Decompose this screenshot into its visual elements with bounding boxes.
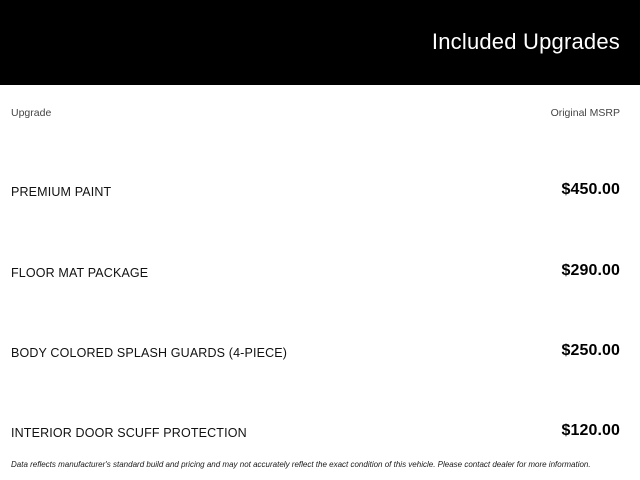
- upgrades-list: [0, 125, 640, 446]
- upgrade-name: FLOOR MAT PACKAGE: [11, 265, 149, 280]
- table-header-row: [0, 85, 640, 125]
- header-bar: [0, 0, 640, 85]
- upgrade-name: INTERIOR DOOR SCUFF PROTECTION: [11, 426, 247, 441]
- disclaimer-text: Data reflects manufacturer's standard build and pricing and may not accurately reflect the exact condition of this vehicle. Please contact dealer for more information.: [11, 460, 591, 470]
- upgrade-name: PREMIUM PAINT: [11, 185, 112, 200]
- page-title: Included Upgrades: [431, 28, 620, 54]
- column-header-msrp: Original MSRP: [550, 107, 620, 119]
- upgrade-price: $290.00: [561, 261, 620, 279]
- table-row: [0, 286, 640, 366]
- column-header-upgrade: Upgrade: [11, 107, 52, 119]
- table-row: [0, 125, 640, 205]
- table-row: [0, 205, 640, 285]
- upgrade-price: $250.00: [561, 342, 620, 360]
- upgrade-name: BODY COLORED SPLASH GUARDS (4-PIECE): [11, 346, 288, 361]
- table-row: [0, 366, 640, 446]
- upgrade-price: $450.00: [561, 181, 620, 199]
- upgrade-price: $120.00: [561, 422, 620, 440]
